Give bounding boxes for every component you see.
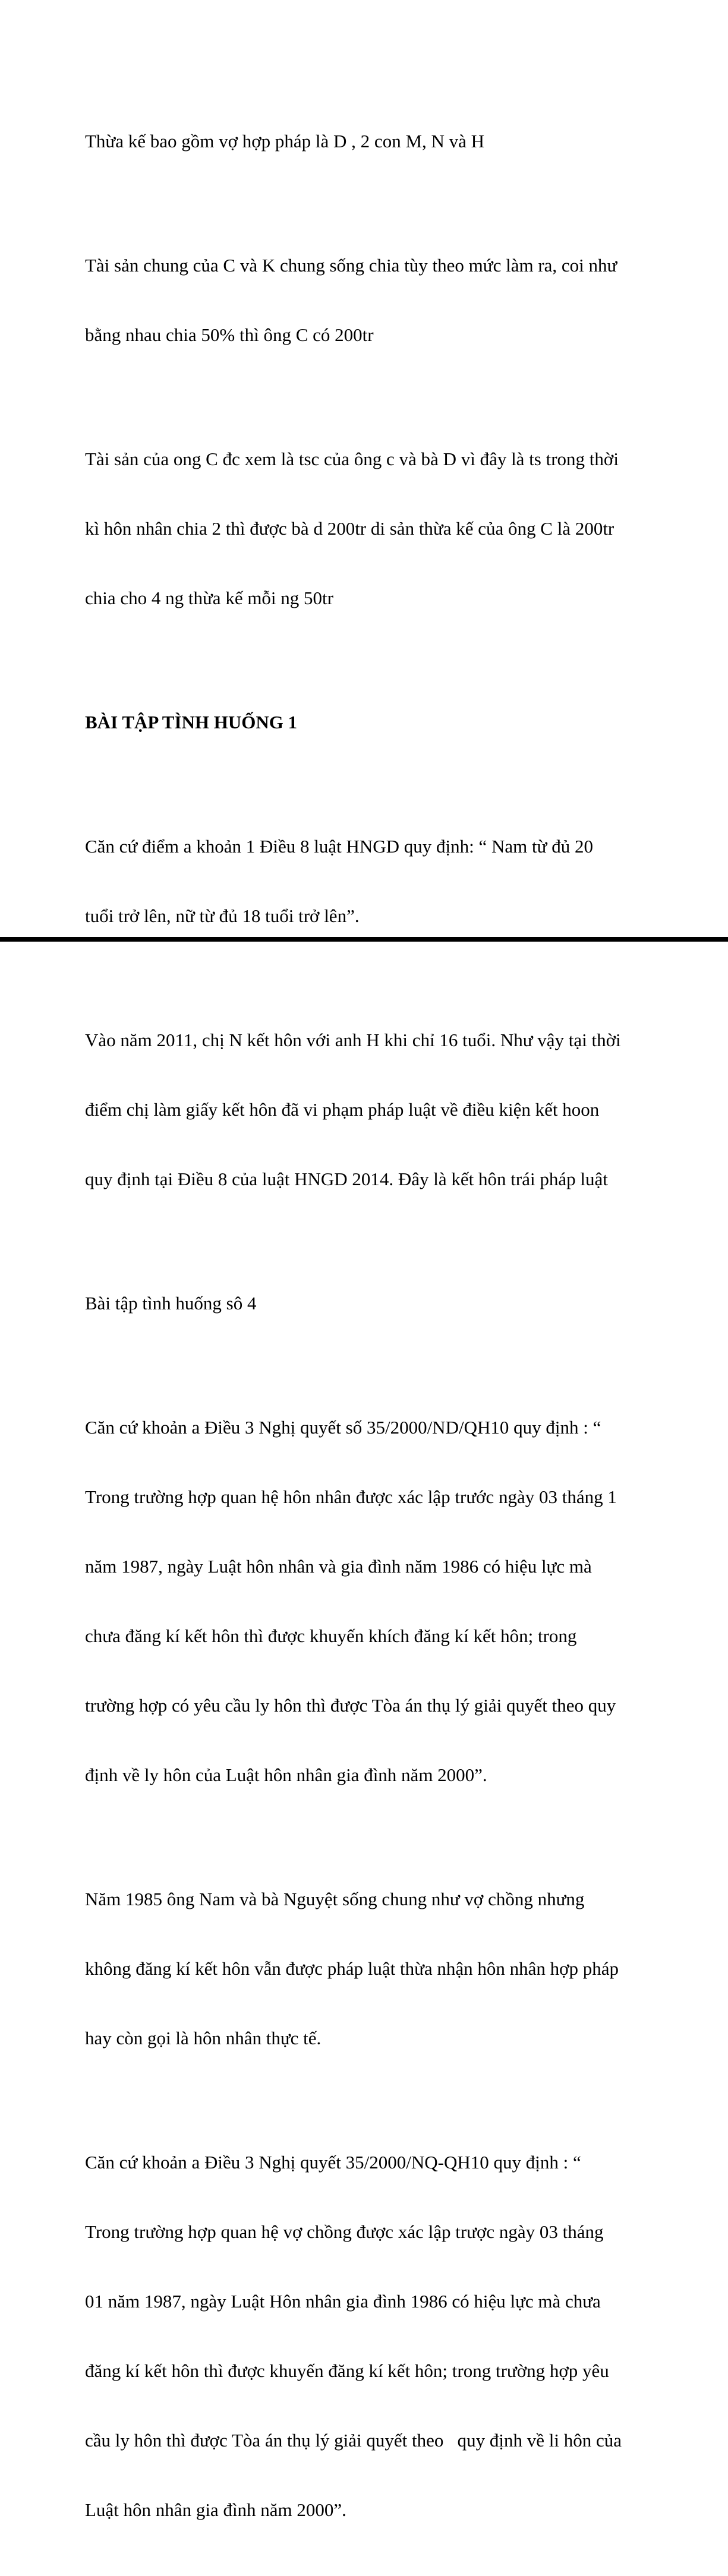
text-line: Trong trường hợp quan hệ hôn nhân được xác lập trước ngày 03 tháng 1: [85, 1486, 617, 1507]
text-line: không đăng kí kết hôn vẫn được pháp luật thừa nhận hôn nhân hợp pháp: [85, 1958, 619, 1979]
paragraph-legal-basis-age: [85, 788, 638, 974]
text-line: bằng nhau chia 50% thì ông C có 200tr: [85, 324, 374, 345]
text-line: chưa đăng kí kết hôn thì được khuyến khích đăng kí kết hôn; trong: [85, 1625, 577, 1646]
text-line: Căn cứ khoản a Điều 3 Nghị quyết 35/2000/NQ-QH10 quy định : “: [85, 2152, 581, 2173]
text-line: Trong trường hợp quan hệ vợ chồng được xác lập trược ngày 03 tháng: [85, 2221, 604, 2242]
text-line: Thừa kế bao gồm vợ hợp pháp là D , 2 con M, N và H: [85, 131, 485, 151]
text-line: chia cho 4 ng thừa kế mỗi ng 50tr: [85, 588, 333, 608]
document-body: [85, 83, 638, 2576]
paragraph-resolution-35-2000: [85, 1369, 638, 1833]
text-line: Căn cứ điểm a khoản 1 Điều 8 luật HNGD quy định: “ Nam từ đủ 20: [85, 836, 593, 857]
heading-text: BÀI TẬP TÌNH HUỐNG 1: [85, 712, 298, 733]
text-line: tuổi trở lên, nữ từ đủ 18 tuổi trở lên”.: [85, 905, 360, 926]
text-line: định về ly hôn của Luật hôn nhân gia đình năm 2000”.: [85, 1764, 487, 1785]
section-heading-case-1: [85, 664, 638, 780]
paragraph-estate-division: [85, 401, 638, 656]
paragraph-heirs: [85, 83, 638, 199]
text-line: trường hợp có yêu cầu ly hôn thì được Tòa án thụ lý giải quyết theo quy: [85, 1695, 616, 1716]
text-line: kì hôn nhân chia 2 thì được bà d 200tr di sản thừa kế của ông C là 200tr: [85, 518, 614, 539]
paragraph-underage-marriage: [85, 982, 638, 1237]
text-line: Bài tập tình huống sô 4: [85, 1293, 257, 1314]
text-line: quy định tại Điều 8 của luật HNGD 2014. Đây là kết hôn trái pháp luật: [85, 1169, 608, 1189]
text-line: 01 năm 1987, ngày Luật Hôn nhân gia đình 1986 có hiệu lực mà chưa: [85, 2291, 601, 2312]
text-line: cầu ly hôn thì được Tòa án thụ lý giải quyết theo quy định về li hôn của: [85, 2430, 622, 2451]
text-line: Tài sản của ong C đc xem là tsc của ông c và bà D vì đây là ts trong thời: [85, 449, 619, 469]
text-line: điểm chị làm giấy kết hôn đã vi phạm pháp luật về điều kiện kết hoon: [85, 1099, 600, 1120]
text-line: đăng kí kết hôn thì được khuyến đăng kí kết hôn; trong trường hợp yêu: [85, 2360, 609, 2381]
text-line: hay còn gọi là hôn nhân thực tế.: [85, 2028, 322, 2048]
text-line: Luật hôn nhân gia đình năm 2000”.: [85, 2499, 346, 2520]
text-line: Tài sản chung của C và K chung sống chia tùy theo mức làm ra, coi như: [85, 255, 617, 276]
page-bottom-edge: [0, 937, 728, 942]
paragraph-common-property: [85, 207, 638, 393]
paragraph-resolution-restated: [85, 2104, 638, 2568]
text-line: Năm 1985 ông Nam và bà Nguyệt sống chung như vợ chồng nhưng: [85, 1889, 585, 1909]
text-line: Căn cứ khoản a Điều 3 Nghị quyết số 35/2000/ND/QH10 quy định : “: [85, 1417, 601, 1438]
paragraph-de-facto-marriage: [85, 1841, 638, 2096]
text-line: Vào năm 2011, chị N kết hôn với anh H khi chỉ 16 tuổi. Như vậy tại thời: [85, 1030, 621, 1050]
section-title-case-4: [85, 1245, 638, 1361]
text-line: năm 1987, ngày Luật hôn nhân và gia đình năm 1986 có hiệu lực mà: [85, 1556, 592, 1577]
